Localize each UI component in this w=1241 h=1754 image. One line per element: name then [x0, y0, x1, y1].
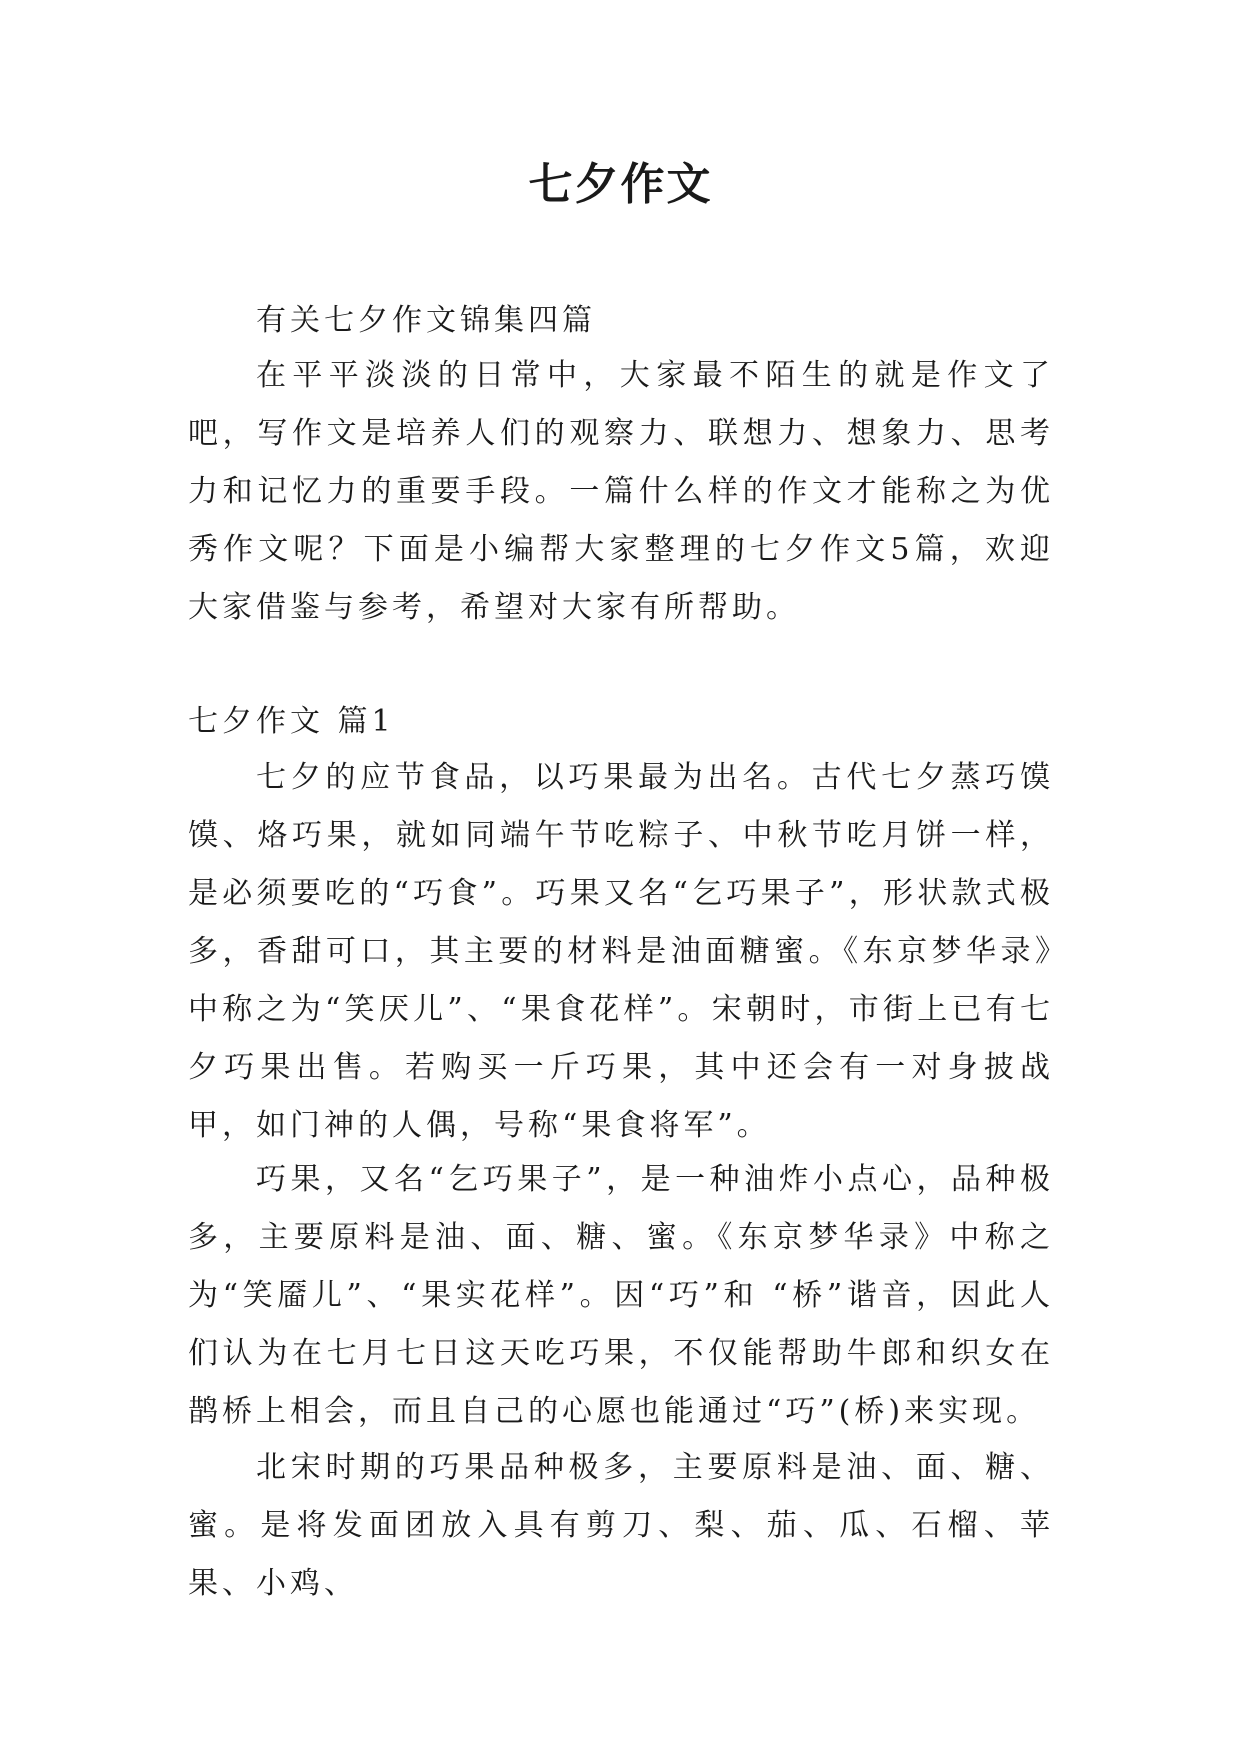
intro-heading: 有关七夕作文锦集四篇	[256, 303, 596, 338]
document-title: 七夕作文	[528, 159, 713, 210]
body-paragraph-3: 北宋时期的巧果品种极多，主要原料是油、面、糖、蜜。是将发面团放入具有剪刀、梨、茄、瓜、石榴、苹果、小鸡、	[188, 1450, 1054, 1601]
intro-paragraph: 在平平淡淡的日常中，大家最不陌生的就是作文了吧，写作文是培养人们的观察力、联想力、想象力、思考力和记忆力的重要手段。一篇什么样的作文才能称之为优秀作文呢？下面是小编帮大家整理的七夕作文5篇，欢迎大家借鉴与参考，希望对大家有所帮助。	[188, 358, 1054, 625]
section-heading: 七夕作文 篇1	[188, 704, 395, 739]
body-paragraph-2: 巧果，又名“乞巧果子”，是一种油炸小点心，品种极多，主要原料是油、面、糖、蜜。《东京梦华录》中称之为“笑靥儿”、“果实花样”。因“巧”和 “桥”谐音，因此人们认为在七月七日这天吃巧果，不仅能帮助牛郎和织女在鹊桥上相会，而且自己的心愿也能通过“巧”(桥)来实现。	[188, 1162, 1054, 1429]
body-paragraph-1: 七夕的应节食品，以巧果最为出名。古代七夕蒸巧馍馍、烙巧果，就如同端午节吃粽子、中秋节吃月饼一样，是必须要吃的“巧食”。巧果又名“乞巧果子”，形状款式极多，香甜可口，其主要的材料是油面糖蜜。《东京梦华录》中称之为“笑厌儿”、“果食花样”。宋朝时，市街上已有七夕巧果出售。若购买一斤巧果，其中还会有一对身披战甲，如门神的人偶，号称“果食将军”。	[188, 760, 1054, 1143]
